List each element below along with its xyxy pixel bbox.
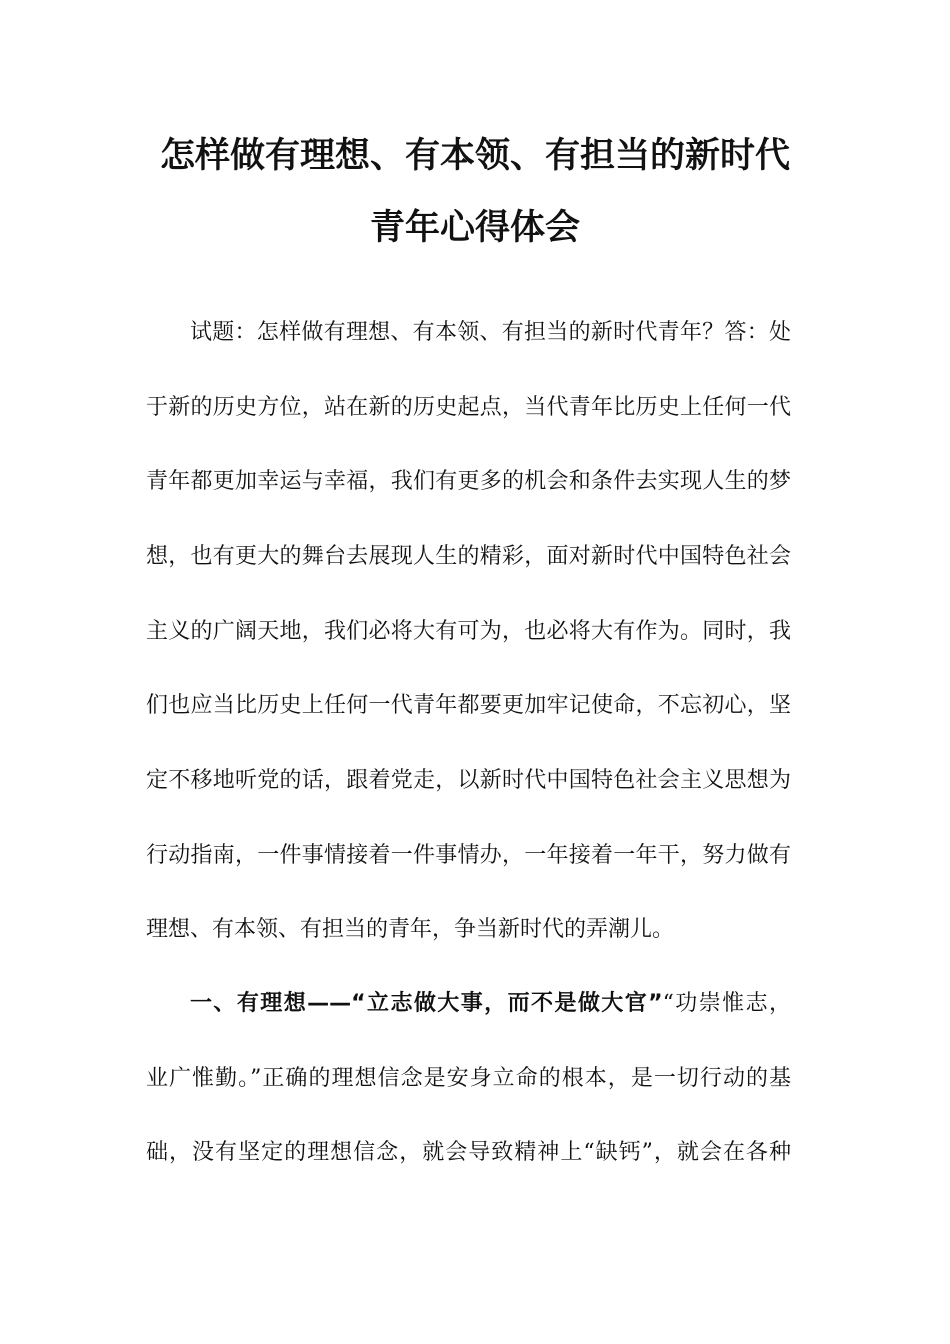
section-heading: 一、有理想——“立志做大事，而不是做大官” [190,991,663,1016]
document-title-line-1: 怎样做有理想、有本领、有担当的新时代 [159,136,790,176]
paragraph-line: 业广惟勤。”正确的理想信念是安身立命的根本，是一切行动的基 [146,1066,791,1091]
paragraph-line: 青年都更加幸运与幸福，我们有更多的机会和条件去实现人生的梦 [146,469,791,494]
paragraph-line: 们也应当比历史上任何一代青年都要更加牢记使命，不忘初心，坚 [146,693,791,718]
paragraph-line: 试题：怎样做有理想、有本领、有担当的新时代青年？答：处 [190,320,791,345]
paragraph-line: 于新的历史方位，站在新的历史起点，当代青年比历史上任何一代 [146,395,791,420]
section-heading-tail: “功崇惟志， [662,991,792,1016]
paragraph-line: 定不移地听党的话，跟着党走，以新时代中国特色社会主义思想为 [146,768,791,793]
paragraph-line: 行动指南，一件事情接着一件事情办，一年接着一年干，努力做有 [146,843,791,868]
document-title-line-2: 青年心得体会 [369,208,580,248]
paragraph-line: 理想、有本领、有担当的青年，争当新时代的弄潮儿。 [146,917,675,942]
paragraph-line: 础，没有坚定的理想信念，就会导致精神上“缺钙”，就会在各种 [146,1140,791,1165]
paragraph-line: 想，也有更大的舞台去展现人生的精彩，面对新时代中国特色社会 [146,544,791,569]
section-heading-line [190,989,791,1019]
paragraph-line: 主义的广阔天地，我们必将大有可为，也必将大有作为。同时，我 [146,619,791,644]
